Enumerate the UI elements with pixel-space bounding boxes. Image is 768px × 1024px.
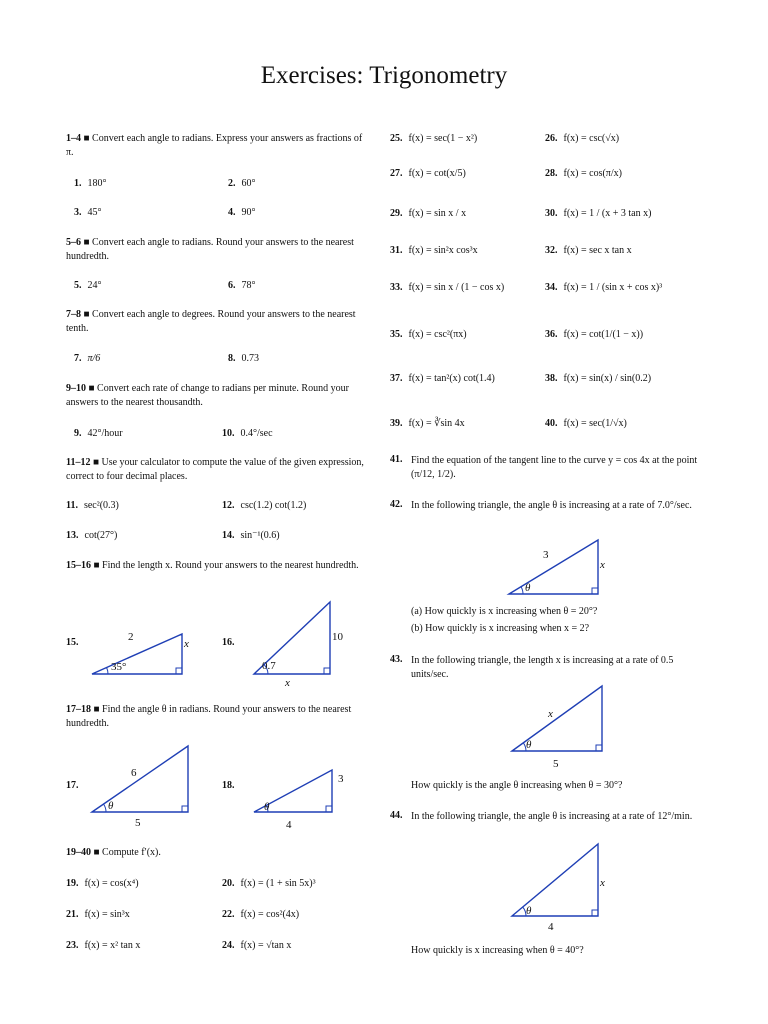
problem-42b: (b) How quickly is x increasing when x = 2? — [411, 623, 590, 634]
problem-1 — [74, 178, 107, 189]
triangle-shape — [92, 634, 182, 674]
problem-number: 42. — [390, 499, 403, 510]
right-angle-mark — [324, 668, 330, 674]
problem-number: 12. — [222, 500, 235, 511]
section-range: 1–4 — [66, 133, 81, 144]
problem-number: 10. — [222, 428, 235, 439]
triangle-shape — [512, 844, 598, 916]
problem-number: 40. — [545, 418, 558, 429]
problem-expression: f(x) = cos²(4x) — [240, 909, 300, 920]
problem-41-text: Find the equation of the tangent line to the curve y = cos 4x at the point (π/12, 1/2). — [411, 455, 698, 480]
triangle-shape — [92, 746, 188, 812]
problem-number: 22. — [222, 909, 235, 920]
problem-expression: f(x) = csc(√x) — [563, 133, 620, 144]
problem-4 — [228, 207, 256, 218]
problem-expression: 78° — [241, 280, 256, 291]
problem-number: 34. — [545, 282, 558, 293]
problem-expression: f(x) = 1 / (x + 3 tan x) — [563, 208, 652, 219]
problem-38 — [545, 373, 651, 384]
triangle-18 — [250, 766, 360, 832]
base-label: 5 — [553, 758, 559, 770]
problem-2 — [228, 178, 256, 189]
section-1-4: 1–4 ■ Convert each angle to radians. Express your answers as fractions of π. — [66, 133, 363, 158]
section-range: 11–12 — [66, 457, 91, 468]
leg-label: x — [600, 559, 605, 571]
problem-24 — [222, 940, 291, 951]
problem-number: 41. — [390, 454, 403, 465]
problem-expression: f(x) = sin³x — [84, 909, 130, 920]
problem-number: 30. — [545, 208, 558, 219]
problem-42-number — [390, 499, 409, 510]
problem-40 — [545, 418, 627, 429]
angle-label: θ — [525, 582, 531, 594]
section-text: Convert each angle to radians. Round your answers to the nearest hundredth. — [66, 237, 354, 262]
section-text: Convert each rate of change to radians per minute. Round your answers to the nearest thousandth. — [66, 383, 349, 408]
problem-number: 13. — [66, 530, 79, 541]
problem-number: 14. — [222, 530, 235, 541]
problem-number: 15. — [66, 637, 79, 648]
problem-number: 2. — [228, 178, 236, 189]
problem-14 — [222, 530, 280, 541]
right-angle-mark — [182, 806, 188, 812]
problem-number: 35. — [390, 329, 403, 340]
problem-number: 9. — [74, 428, 82, 439]
base-label: x — [285, 677, 290, 689]
problem-expression: f(x) = sec x tan x — [563, 245, 632, 256]
problem-number: 37. — [390, 373, 403, 384]
problem-15 — [66, 637, 85, 648]
vertical-leg-label: 3 — [338, 773, 344, 785]
problem-expression: f(x) = sin(x) / sin(0.2) — [563, 373, 652, 384]
angle-arc — [521, 587, 523, 594]
problem-number: 26. — [545, 133, 558, 144]
problem-expression: sec²(0.3) — [83, 500, 119, 511]
section-7-8: 7–8 ■ Convert each angle to degrees. Round your answers to the nearest tenth. — [66, 309, 356, 334]
section-15-16: 15–16 ■ Find the length x. Round your answers to the nearest hundredth. — [66, 560, 359, 571]
problem-expression: f(x) = x² tan x — [84, 940, 141, 951]
problem-23 — [66, 940, 140, 951]
right-angle-mark — [592, 588, 598, 594]
problem-expression: f(x) = cos(x⁴) — [84, 878, 139, 889]
problem-39 — [390, 418, 465, 429]
right-angle-mark — [592, 910, 598, 916]
triangle-17 — [88, 742, 198, 832]
triangle-42 — [505, 538, 620, 600]
problem-number: 18. — [222, 780, 235, 791]
problem-25 — [390, 133, 477, 144]
problem-number: 7. — [74, 353, 82, 364]
problem-expression: cot(27°) — [84, 530, 118, 541]
problem-expression: f(x) = sin²x cos³x — [408, 245, 478, 256]
problem-expression: f(x) = sin x / x — [408, 208, 467, 219]
problem-21 — [66, 909, 130, 920]
problem-20 — [222, 878, 316, 889]
problem-number: 29. — [390, 208, 403, 219]
problem-number: 17. — [66, 780, 79, 791]
leg-label: x — [600, 877, 605, 889]
section-range: 7–8 — [66, 309, 81, 320]
problem-26 — [545, 133, 619, 144]
section-9-10: 9–10 ■ Convert each rate of change to radians per minute. Round your answers to the nearest thousandth. — [66, 383, 349, 408]
problem-33 — [390, 282, 504, 293]
problem-44-number — [390, 810, 409, 821]
section-text: Compute f′(x). — [102, 847, 161, 858]
section-text: Use your calculator to compute the value of the given expression, correct to four decimal places. — [66, 457, 364, 482]
problem-34 — [545, 282, 662, 293]
section-text: Convert each angle to radians. Express your answers as fractions of π. — [66, 133, 363, 158]
section-range: 15–16 — [66, 560, 91, 571]
problem-5 — [74, 280, 102, 291]
problem-expression: f(x) = tan²(x) cot(1.4) — [408, 373, 495, 384]
problem-43-number — [390, 654, 409, 665]
leg-label: x — [184, 638, 189, 650]
problem-7 — [74, 353, 100, 364]
problem-number: 28. — [545, 168, 558, 179]
problem-expression: f(x) = √tan x — [240, 940, 292, 951]
problem-expression: f(x) = sin x / (1 − cos x) — [408, 282, 505, 293]
problem-42a: (a) How quickly is x increasing when θ = 20°? — [411, 606, 598, 617]
section-19-40: 19–40 ■ Compute f′(x). — [66, 847, 161, 858]
problem-31 — [390, 245, 478, 256]
section-range: 5–6 — [66, 237, 81, 248]
problem-expression: 42°/hour — [87, 428, 123, 439]
problem-43-question: How quickly is the angle θ increasing when θ = 30°? — [411, 780, 623, 791]
hypotenuse-label: 3 — [543, 549, 549, 561]
right-angle-mark — [176, 668, 182, 674]
angle-label: 35° — [111, 661, 127, 673]
problem-36 — [545, 329, 643, 340]
problem-number: 32. — [545, 245, 558, 256]
problem-35 — [390, 329, 467, 340]
problem-number: 44. — [390, 810, 403, 821]
problem-number: 20. — [222, 878, 235, 889]
section-text: Convert each angle to degrees. Round your answers to the nearest tenth. — [66, 309, 356, 334]
problem-number: 3. — [74, 207, 82, 218]
problem-expression: 0.73 — [241, 353, 259, 364]
right-angle-mark — [596, 745, 602, 751]
problem-29 — [390, 208, 466, 219]
problem-17 — [66, 780, 85, 791]
problem-43-text: In the following triangle, the length x is increasing at a rate of 0.5 units/sec. — [411, 655, 674, 680]
angle-arc — [104, 804, 107, 812]
problem-number: 23. — [66, 940, 79, 951]
triangle-shape — [509, 540, 598, 594]
problem-number: 38. — [545, 373, 558, 384]
problem-expression: f(x) = (1 + sin 5x)³ — [240, 878, 316, 889]
problem-number: 43. — [390, 654, 403, 665]
problem-number: 8. — [228, 353, 236, 364]
problem-27 — [390, 168, 466, 179]
problem-44-text: In the following triangle, the angle θ is increasing at a rate of 12°/min. — [411, 811, 693, 822]
problem-expression: f(x) = 1 / (sin x + cos x)³ — [563, 282, 663, 293]
problem-number: 36. — [545, 329, 558, 340]
hypotenuse-label: 6 — [131, 767, 137, 779]
problem-expression: f(x) = ∛sin 4x — [408, 418, 465, 429]
problem-9 — [74, 428, 123, 439]
problem-10 — [222, 428, 273, 439]
triangle-16 — [250, 598, 360, 688]
problem-44-question: How quickly is x increasing when θ = 40°? — [411, 945, 584, 956]
problem-expression: f(x) = cos(π/x) — [563, 168, 622, 179]
problem-28 — [545, 168, 622, 179]
angle-arc — [107, 668, 108, 675]
problem-number: 19. — [66, 878, 79, 889]
problem-42-text: In the following triangle, the angle θ is increasing at a rate of 7.0°/sec. — [411, 500, 692, 511]
section-range: 17–18 — [66, 704, 91, 715]
problem-6 — [228, 280, 256, 291]
problem-37 — [390, 373, 495, 384]
problem-expression: π/6 — [87, 353, 101, 364]
problem-8 — [228, 353, 259, 364]
problem-number: 25. — [390, 133, 403, 144]
right-angle-mark — [326, 806, 332, 812]
angle-label: 0.7 — [262, 660, 276, 672]
problem-number: 5. — [74, 280, 82, 291]
problem-number: 24. — [222, 940, 235, 951]
problem-12 — [222, 500, 306, 511]
problem-16 — [222, 637, 241, 648]
problem-number: 6. — [228, 280, 236, 291]
problem-19 — [66, 878, 139, 889]
problem-expression: 45° — [87, 207, 102, 218]
problem-expression: sin⁻¹(0.6) — [240, 530, 280, 541]
problem-number: 11. — [66, 500, 78, 511]
problem-22 — [222, 909, 299, 920]
problem-expression: f(x) = sec(1 − x²) — [408, 133, 478, 144]
section-range: 9–10 — [66, 383, 86, 394]
problem-expression: f(x) = csc²(πx) — [408, 329, 467, 340]
section-text: Find the length x. Round your answers to the nearest hundredth. — [102, 560, 359, 571]
problem-expression: 24° — [87, 280, 102, 291]
problem-number: 27. — [390, 168, 403, 179]
problem-number: 1. — [74, 178, 82, 189]
triangle-15 — [88, 628, 193, 680]
problem-18 — [222, 780, 241, 791]
problem-expression: f(x) = sec(1/√x) — [563, 418, 627, 429]
section-17-18: 17–18 ■ Find the angle θ in radians. Round your answers to the nearest hundredth. — [66, 704, 352, 729]
hypotenuse-label: 2 — [128, 631, 134, 643]
base-label: 4 — [548, 921, 554, 933]
triangle-44 — [508, 842, 618, 934]
vertical-leg-label: 10 — [332, 631, 343, 643]
base-label: 5 — [135, 817, 141, 829]
section-11-12: 11–12 ■ Use your calculator to compute the value of the given expression, correct to four decimal places. — [66, 457, 364, 482]
problem-41-number — [390, 454, 409, 465]
problem-number: 4. — [228, 207, 236, 218]
problem-number: 31. — [390, 245, 403, 256]
angle-label: θ — [526, 905, 532, 917]
section-5-6: 5–6 ■ Convert each angle to radians. Round your answers to the nearest hundredth. — [66, 237, 354, 262]
problem-number: 33. — [390, 282, 403, 293]
problem-expression: f(x) = cot(1/(1 − x)) — [563, 329, 644, 340]
angle-label: θ — [526, 739, 532, 751]
problem-expression: csc(1.2) cot(1.2) — [240, 500, 307, 511]
problem-number: 39. — [390, 418, 403, 429]
problem-13 — [66, 530, 117, 541]
hypotenuse-label: x — [548, 708, 553, 720]
problem-expression: 0.4°/sec — [240, 428, 273, 439]
problem-expression: 60° — [241, 178, 256, 189]
problem-expression: f(x) = cot(x/5) — [408, 168, 466, 179]
section-range: 19–40 — [66, 847, 91, 858]
problem-number: 16. — [222, 637, 235, 648]
problem-32 — [545, 245, 632, 256]
page-title: Exercises: Trigonometry — [260, 62, 508, 89]
angle-label: θ — [108, 800, 114, 812]
problem-3 — [74, 207, 102, 218]
problem-30 — [545, 208, 651, 219]
problem-11 — [66, 500, 119, 511]
angle-label: θ — [264, 801, 270, 813]
triangle-43 — [508, 684, 618, 770]
base-label: 4 — [286, 819, 292, 831]
problem-expression: 180° — [87, 178, 107, 189]
problem-expression: 90° — [241, 207, 256, 218]
problem-number: 21. — [66, 909, 79, 920]
section-text: Find the angle θ in radians. Round your answers to the nearest hundredth. — [66, 704, 352, 729]
